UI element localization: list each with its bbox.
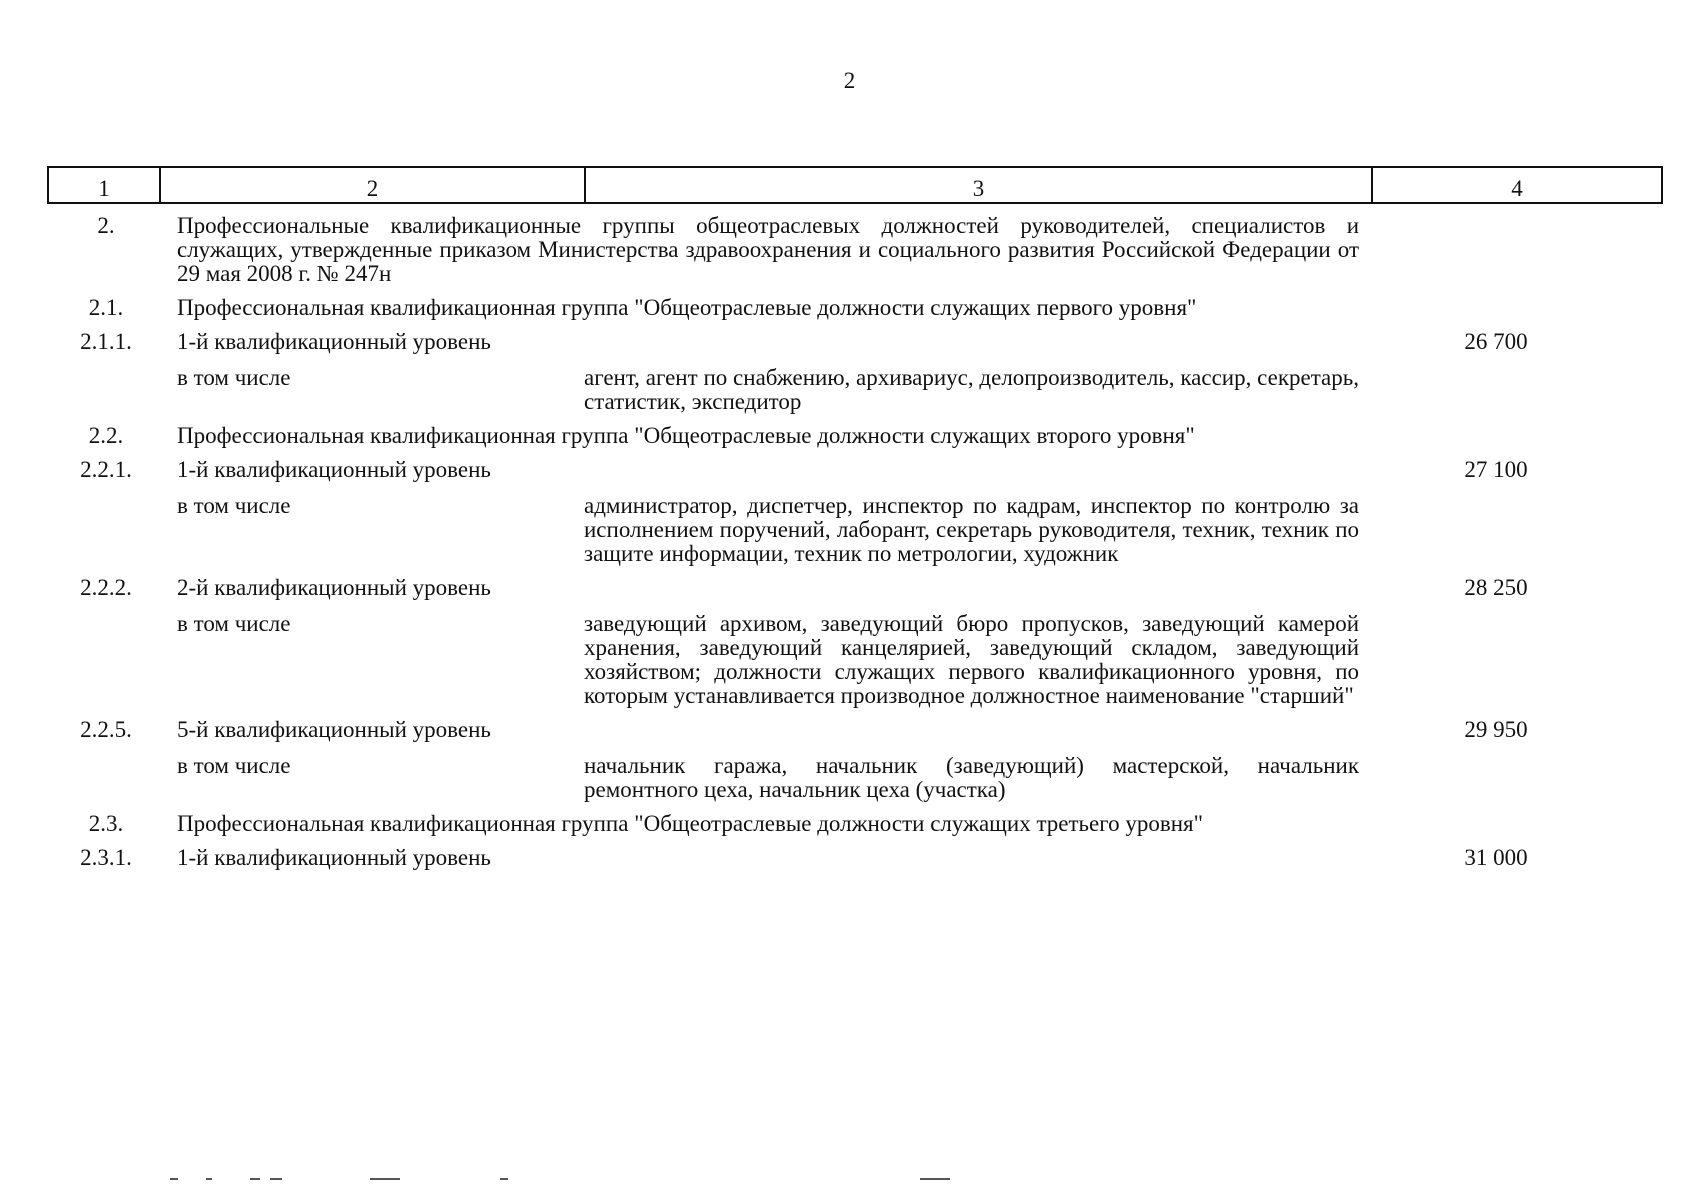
level-row	[47, 718, 1661, 754]
scan-mark	[920, 1178, 950, 1180]
level-number: 2.3.1.	[80, 845, 132, 870]
empty-cell	[1371, 366, 1661, 424]
column-header-2: 2	[160, 167, 585, 203]
section-row	[47, 214, 1661, 296]
level-row	[47, 458, 1661, 494]
column-header-4: 4	[1372, 167, 1662, 203]
group-number: 2.1.	[88, 295, 124, 320]
scan-mark	[370, 1178, 400, 1180]
group-title: Профессиональная квалификационная группа "Общеотраслевые должности служащих третьего уровня"	[177, 811, 1203, 836]
empty-cell	[1371, 494, 1661, 576]
level-amount: 27 100	[1464, 457, 1528, 482]
level-amount: 31 000	[1464, 845, 1528, 870]
detail-row	[47, 612, 1661, 718]
detail-positions: агент, агент по снабжению, архивариус, делопроизводитель, кассир, секретарь, статистик, экспедитор	[584, 365, 1360, 414]
column-header-table	[47, 166, 1663, 204]
level-number: 2.2.1.	[80, 457, 132, 482]
detail-label: в том числе	[177, 365, 291, 390]
level-number: 2.2.2.	[80, 575, 132, 600]
level-title: 1-й квалификационный уровень	[177, 329, 491, 354]
detail-positions: заведующий архивом, заведующий бюро пропусков, заведующий камерой хранения, заведующий канцелярией, заведующий складом, заведующий хозяйством; должности служащих первого квалификационного уровня, по которым устанавливается производное должностное наименование "старший"	[584, 611, 1360, 708]
detail-label: в том числе	[177, 753, 291, 778]
level-amount: 28 250	[1464, 575, 1528, 600]
group-title: Профессиональная квалификационная группа "Общеотраслевые должности служащих первого уровня"	[177, 295, 1197, 320]
column-header-3: 3	[585, 167, 1372, 203]
group-number: 2.2.	[88, 423, 124, 448]
group-number: 2.3.	[88, 811, 124, 836]
detail-row	[47, 494, 1661, 576]
detail-positions: администратор, диспетчер, инспектор по кадрам, инспектор по контролю за исполнением поручений, лаборант, секретарь руководителя, техник, техник по защите информации, техник по метрологии, художник	[584, 493, 1360, 566]
empty-cell	[1371, 612, 1661, 718]
group-row	[47, 296, 1661, 330]
group-row	[47, 812, 1661, 846]
scan-mark	[250, 1178, 260, 1180]
level-row	[47, 330, 1661, 366]
scan-mark	[500, 1178, 508, 1180]
level-title: 5-й квалификационный уровень	[177, 717, 491, 742]
group-title: Профессиональная квалификационная группа "Общеотраслевые должности служащих второго уровня"	[177, 423, 1195, 448]
level-title: 1-й квалификационный уровень	[177, 457, 491, 482]
detail-label: в том числе	[177, 611, 291, 636]
level-title: 2-й квалификационный уровень	[177, 575, 491, 600]
detail-positions: начальник гаража, начальник (заведующий) мастерской, начальник ремонтного цеха, начальник цеха (участка)	[584, 753, 1360, 802]
detail-row	[47, 754, 1661, 812]
section-title: Профессиональные квалификационные группы общеотраслевых должностей руководителей, специалистов и служащих, утвержденные приказом Министерства здравоохранения и социального развития Российской Федерации от 29 мая 2008 г. № 247н	[177, 213, 1360, 286]
page-number: 2	[843, 68, 856, 93]
scan-mark	[170, 1178, 178, 1180]
empty-cell	[47, 494, 159, 576]
empty-amount	[1371, 214, 1661, 296]
empty-cell	[47, 612, 159, 718]
empty-cell	[47, 754, 159, 812]
scan-artifact-marks	[170, 1178, 970, 1182]
empty-cell	[47, 366, 159, 424]
detail-row	[47, 366, 1661, 424]
detail-label: в том числе	[177, 493, 291, 518]
level-amount: 26 700	[1464, 329, 1528, 354]
salary-table	[47, 214, 1661, 882]
section-number: 2.	[97, 213, 115, 238]
level-number: 2.2.5.	[80, 717, 132, 742]
empty-cell	[1371, 754, 1661, 812]
level-row	[47, 576, 1661, 612]
scan-mark	[206, 1178, 212, 1180]
level-number: 2.1.1.	[80, 329, 132, 354]
level-amount: 29 950	[1464, 717, 1528, 742]
column-header-row	[48, 167, 1662, 203]
group-row	[47, 424, 1661, 458]
level-row	[47, 846, 1661, 882]
scan-mark	[270, 1178, 282, 1180]
level-title: 1-й квалификационный уровень	[177, 845, 491, 870]
column-header-1: 1	[48, 167, 160, 203]
